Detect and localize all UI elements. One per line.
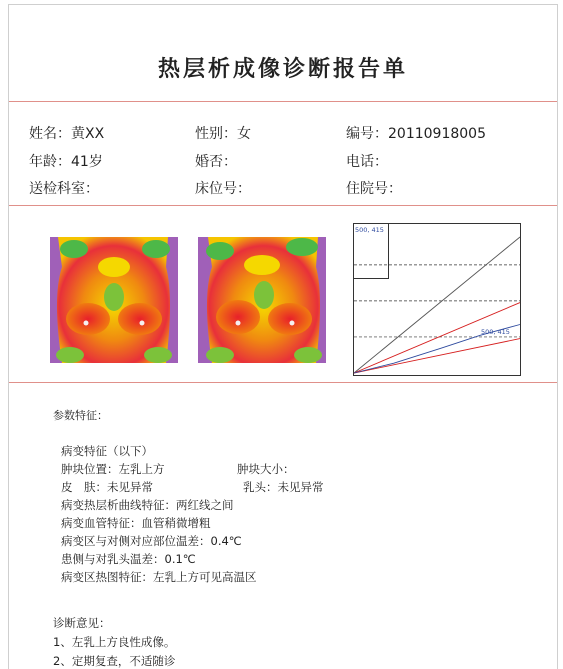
temp-diff-contralateral: 病变区与对侧对应部位温差：0.4℃ bbox=[61, 534, 242, 548]
skin-finding: 皮 肤：未见异常 bbox=[61, 480, 153, 494]
report-number: 编号：20110918005 bbox=[346, 126, 486, 142]
lesion-heading: 病变特征（以下） bbox=[61, 444, 153, 458]
admission-number: 住院号： bbox=[346, 181, 402, 197]
curve-feature: 病变热层析曲线特征：两红线之间 bbox=[61, 498, 234, 512]
patient-age: 年龄：41岁 bbox=[29, 154, 103, 170]
vessel-feature: 病变血管特征：血管稍微增粗 bbox=[61, 516, 211, 530]
divider bbox=[9, 382, 557, 383]
mass-size: 肿块大小： bbox=[237, 462, 295, 476]
mass-position: 肿块位置：左乳上方 bbox=[61, 462, 165, 476]
thermal-curve-chart bbox=[353, 223, 521, 376]
thermal-image-oblique bbox=[198, 237, 326, 363]
divider bbox=[9, 101, 557, 102]
patient-gender: 性别：女 bbox=[195, 126, 251, 142]
chart-annotation: 500, 415 bbox=[355, 226, 384, 234]
findings-title: 参数特征： bbox=[53, 409, 108, 422]
bed-number: 床位号： bbox=[195, 181, 251, 197]
patient-name: 姓名：黄XX bbox=[29, 126, 105, 142]
patient-marital: 婚否： bbox=[195, 154, 237, 170]
patient-phone: 电话： bbox=[346, 154, 388, 170]
report-title: 热层析成像诊断报告单 bbox=[157, 57, 408, 82]
nipple-finding: 乳头：未见异常 bbox=[243, 480, 324, 494]
temp-diff-nipple: 患侧与对乳头温差：0.1℃ bbox=[61, 552, 196, 566]
thermal-map-feature: 病变区热图特征：左乳上方可见高温区 bbox=[61, 570, 257, 584]
diagnosis-item: 2、定期复查，不适随诊 bbox=[53, 654, 176, 668]
chart-annotation: 500, 415 bbox=[481, 328, 510, 336]
diagnosis-item: 1、左乳上方良性成像。 bbox=[53, 635, 176, 649]
thermal-image-front bbox=[50, 237, 178, 363]
diagnosis-title: 诊断意见： bbox=[53, 616, 111, 630]
report-sheet bbox=[8, 4, 558, 669]
divider bbox=[9, 205, 557, 206]
referring-department: 送检科室： bbox=[29, 181, 99, 197]
